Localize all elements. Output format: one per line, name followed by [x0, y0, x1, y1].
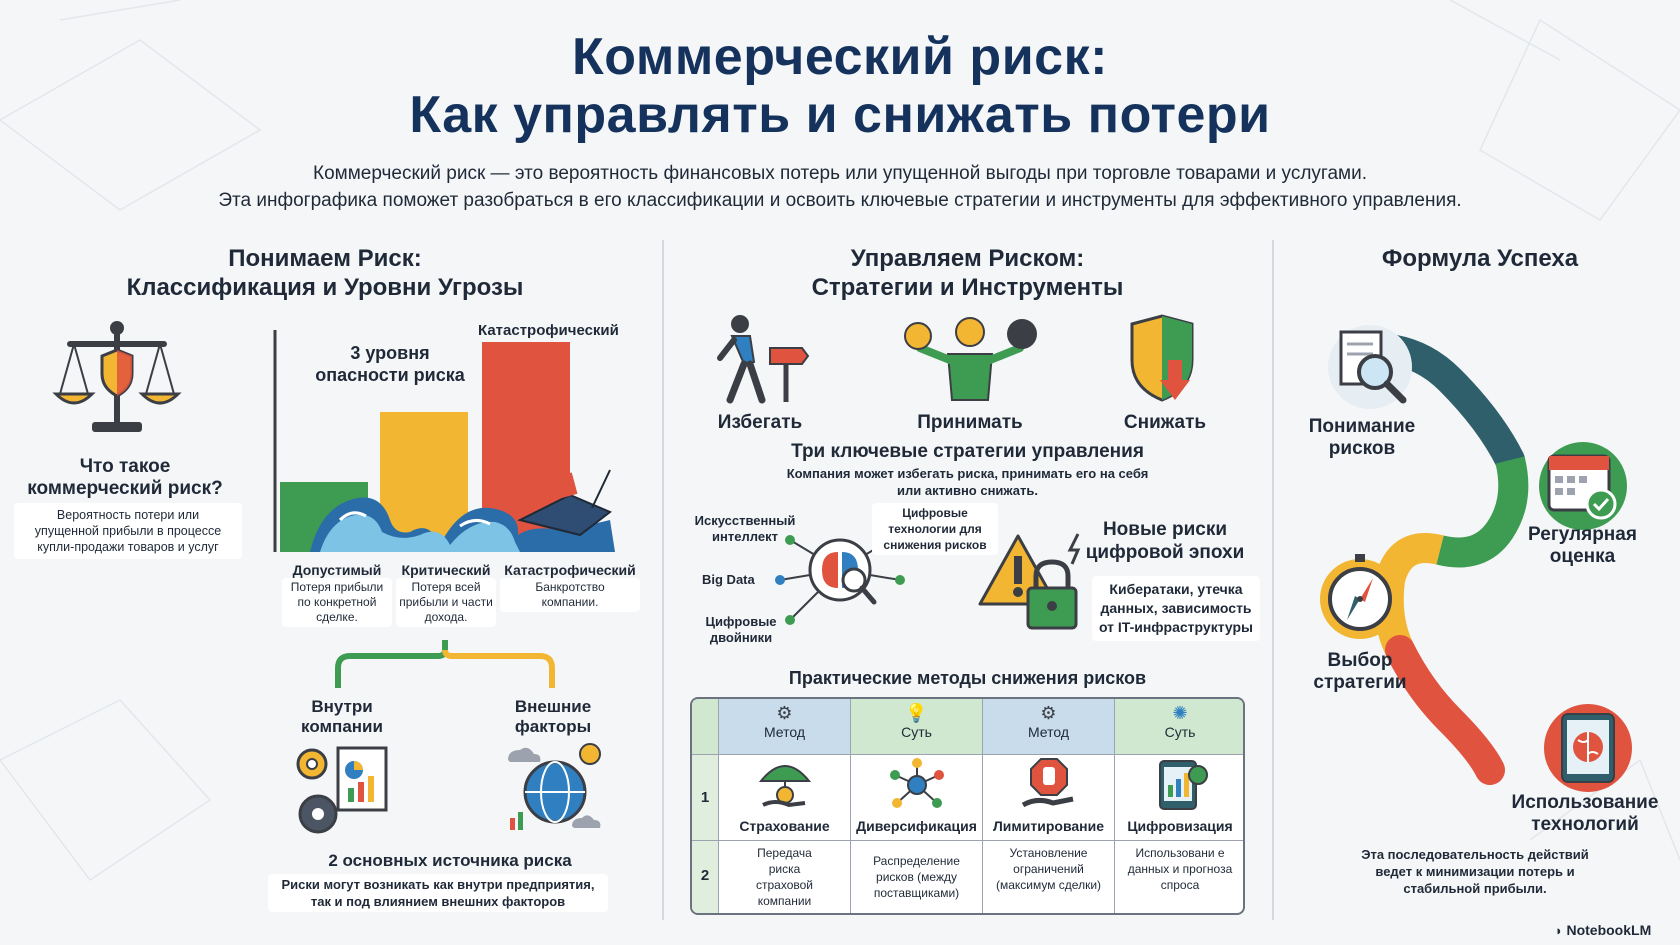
source-outside-label: Внешние факторы	[514, 697, 592, 736]
row-number-1: 1	[692, 755, 719, 841]
intro-text	[0, 160, 1680, 214]
gear-icon: ⚙	[1040, 703, 1057, 723]
sources-bracket	[330, 636, 560, 696]
tech-caption: Цифровые технологии для снижения рисков	[872, 503, 998, 555]
source-inside-label: Внутри компании	[301, 697, 383, 736]
scales-shield-icon	[52, 316, 182, 441]
strategies-desc-line1: Компания может избегать риска, принимать его на себя	[786, 466, 1149, 481]
header-label: Метод	[1027, 724, 1070, 740]
method-desc: Распределение рисков (между поставщиками)	[873, 854, 960, 900]
method-desc-cell	[719, 841, 851, 915]
column-divider-left	[662, 240, 664, 920]
method-desc: Передача риска страховой компании	[756, 846, 813, 908]
level-name: Критический	[401, 562, 491, 578]
step-strategy: Выбор стратегии	[1313, 650, 1407, 693]
chart-label-line1: 3 уровня	[350, 343, 430, 363]
method-desc: Установление ограничений (максимум сделки)	[995, 846, 1102, 892]
reduce-shield-icon	[1122, 314, 1202, 406]
right-column-title: Формула Успеха	[1381, 245, 1579, 272]
methods-title: Практические методы снижения рисков	[788, 668, 1147, 688]
tablet-chart-icon	[1150, 757, 1210, 813]
column-divider-right	[1272, 240, 1274, 920]
step-evaluation: Регулярная оценка	[1528, 524, 1637, 567]
intro-line1: Коммерческий риск — это вероятность финансовых потерь или упущенной выгоды при торговле товарами и услугами.	[313, 163, 1367, 184]
method-name: Диверсификация	[856, 818, 977, 834]
table-header-essence2	[1115, 699, 1245, 755]
intro-line2: Эта инфографика поможет разобраться в его классификации и освоить ключевые стратегии и инструменты для эффективного управления.	[218, 190, 1462, 211]
middle-title-line1: Управляем Риском:	[850, 245, 1085, 272]
level-desc: Потеря всей прибыли и части дохода.	[396, 578, 496, 627]
avoid-walker-icon	[710, 314, 810, 406]
method-desc-cell	[983, 841, 1115, 915]
tech-item-bigdata: Big Data	[702, 572, 755, 587]
strategies-desc-line2: или активно снижать.	[897, 483, 1038, 498]
what-title-line1: Что такое	[79, 456, 171, 477]
method-name: Цифровизация	[1127, 818, 1233, 834]
page-title	[0, 28, 1680, 144]
table-corner	[692, 699, 719, 755]
methods-table	[690, 697, 1245, 915]
brain-icon: ✺	[1172, 703, 1188, 723]
brand-logo	[1555, 922, 1651, 938]
strategies-desc	[690, 465, 1245, 499]
step-technology: Использование технологий	[1511, 792, 1659, 835]
level-name: Допустимый	[292, 562, 382, 578]
chart-label	[305, 342, 475, 386]
method-desc: Использовани е данных и прогноза спроса	[1127, 846, 1233, 892]
new-risks-line2: цифровой эпохи	[1085, 542, 1245, 563]
calendar-check-icon	[1535, 438, 1631, 534]
level-desc: Банкротство компании.	[500, 578, 640, 612]
top-bar-label: Катастрофический	[478, 322, 619, 339]
sources-desc: Риски могут возникать как внутри предприятия, так и под влиянием внешних факторов	[268, 874, 608, 912]
strategies-title: Три ключевые стратегии управления	[791, 441, 1144, 462]
globe-weather-icon	[500, 740, 610, 840]
what-title-line2: коммерческий риск?	[27, 478, 223, 499]
what-is-risk-title	[10, 456, 240, 500]
accept-balance-icon	[900, 314, 1040, 406]
level-допустимый	[282, 562, 392, 627]
what-is-risk-desc: Вероятность потери или упущенной прибыли в процессе купли-продажи товаров и услуг	[14, 503, 242, 559]
level-name: Катастрофический	[504, 562, 636, 578]
brand-text: NotebookLM	[1566, 922, 1652, 938]
level-критический	[396, 562, 496, 627]
new-risks-desc: Кибератаки, утечка данных, зависимость от IT-инфраструктуры	[1092, 576, 1260, 641]
level-катастрофический	[500, 562, 640, 612]
method-cell-diversification	[851, 755, 983, 841]
method-desc-cell	[1115, 841, 1245, 915]
umbrella-coin-icon	[755, 757, 815, 813]
lightbulb-icon: 💡	[905, 703, 928, 723]
notebook-logo-icon: ◗	[1555, 923, 1567, 938]
tablet-brain-icon	[1540, 700, 1636, 796]
table-header-essence1	[851, 699, 983, 755]
method-cell-insurance	[719, 755, 851, 841]
method-name: Страхование	[739, 818, 830, 834]
table-header-method1	[719, 699, 851, 755]
strategy-avoid: Избегать	[717, 412, 803, 433]
middle-column-title	[690, 244, 1245, 302]
strategy-accept: Принимать	[917, 412, 1023, 433]
header-label: Суть	[901, 724, 932, 740]
chart-label-line2: опасности риска	[315, 365, 465, 385]
row-number-2: 2	[692, 841, 719, 915]
tech-item-ai: Искусственный интеллект	[694, 513, 796, 544]
table-header-method2	[983, 699, 1115, 755]
header-label: Суть	[1164, 724, 1196, 740]
level-desc: Потеря прибыли по конкретной сделке.	[282, 578, 392, 627]
left-column-title	[60, 244, 590, 302]
tech-item-twins: Цифровые двойники	[705, 614, 777, 645]
method-name: Лимитирование	[992, 818, 1104, 834]
left-title-line2: Классификация и Уровни Угрозы	[126, 274, 524, 301]
header-label: Метод	[763, 724, 806, 740]
network-hub-icon	[887, 757, 947, 813]
gears-document-icon	[290, 740, 400, 840]
new-risks-line1: Новые риски	[1102, 519, 1228, 540]
middle-title-line2: Стратегии и Инструменты	[811, 274, 1124, 301]
stop-hand-icon	[1019, 757, 1079, 813]
sources-title: 2 основных источника риска	[328, 851, 572, 870]
gear-icon: ⚙	[776, 703, 793, 723]
compass-icon	[1315, 552, 1405, 642]
page-title-line2: Как управлять и снижать потери	[409, 86, 1271, 144]
left-title-line1: Понимаем Риск:	[228, 245, 422, 272]
new-risks-title	[1070, 518, 1260, 564]
method-cell-digitalization	[1115, 755, 1245, 841]
method-desc-cell	[851, 841, 983, 915]
method-cell-limiting	[983, 755, 1115, 841]
step-understanding: Понимание рисков	[1308, 416, 1416, 459]
success-summary: Эта последовательность действий ведет к минимизации потерь и стабильной прибыли.	[1361, 847, 1589, 896]
strategy-reduce: Снижать	[1123, 412, 1207, 433]
page-title-line1: Коммерческий риск:	[572, 28, 1108, 86]
document-magnifier-icon	[1325, 322, 1415, 412]
